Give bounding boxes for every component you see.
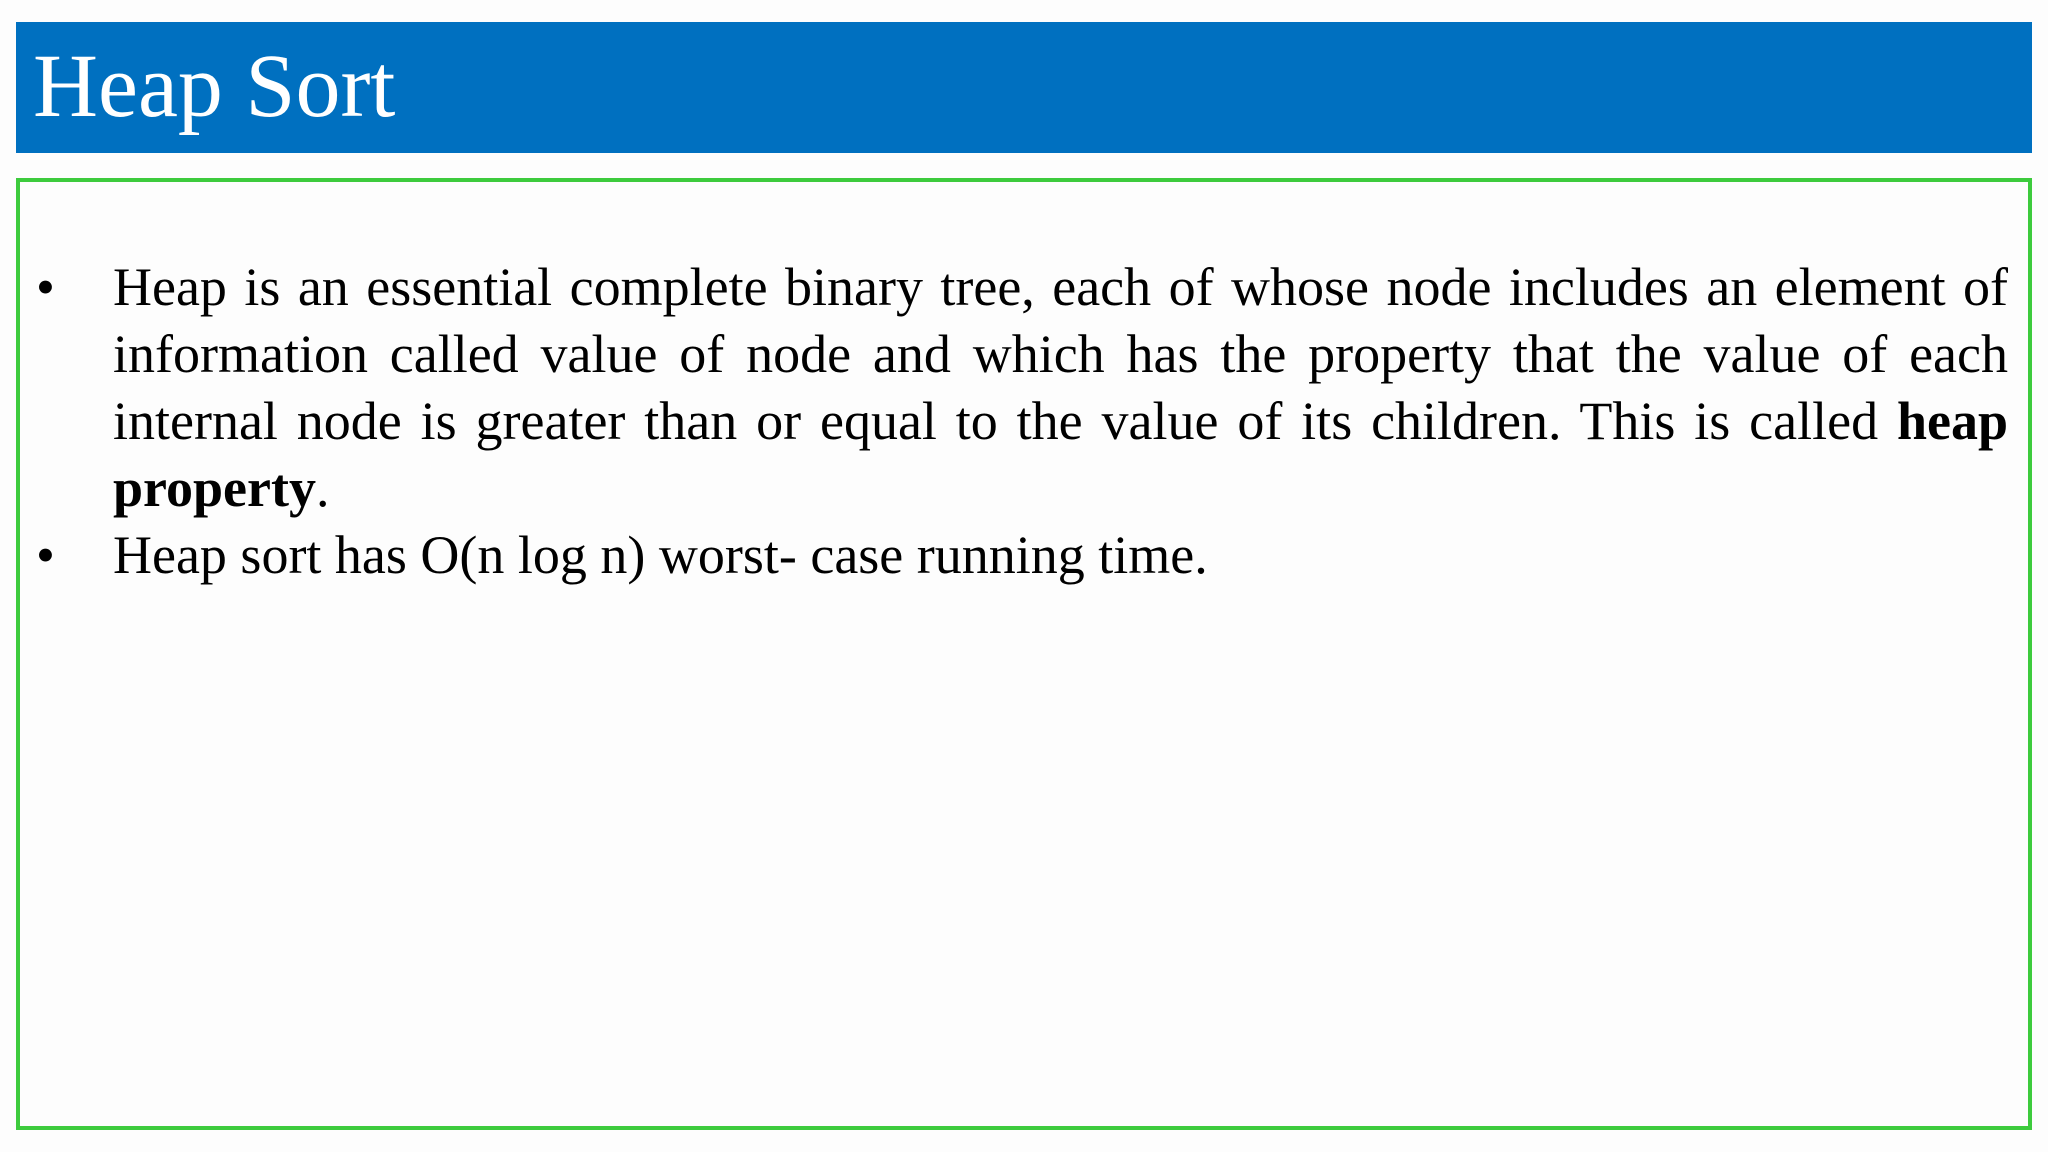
bullet-marker: • bbox=[36, 525, 55, 585]
heap-definition-period: . bbox=[315, 458, 330, 518]
bullet-item-heap-definition bbox=[20, 254, 2028, 522]
heap-property-term: heap property bbox=[113, 391, 2008, 518]
content-box bbox=[16, 178, 2032, 1130]
bullet-marker: • bbox=[36, 257, 55, 317]
slide-title: Heap Sort bbox=[33, 37, 396, 136]
bullet-list bbox=[20, 254, 2028, 589]
title-bar bbox=[16, 22, 2032, 153]
bullet-item-running-time bbox=[20, 522, 2028, 589]
running-time-text: Heap sort has O(n log n) worst- case running time. bbox=[113, 525, 1208, 585]
heap-definition-text: Heap is an essential complete binary tree, each of whose node includes an element of information called value of node and which has the property that the value of each internal node is greater than or equal to the value of its children. This is called bbox=[113, 257, 2008, 451]
